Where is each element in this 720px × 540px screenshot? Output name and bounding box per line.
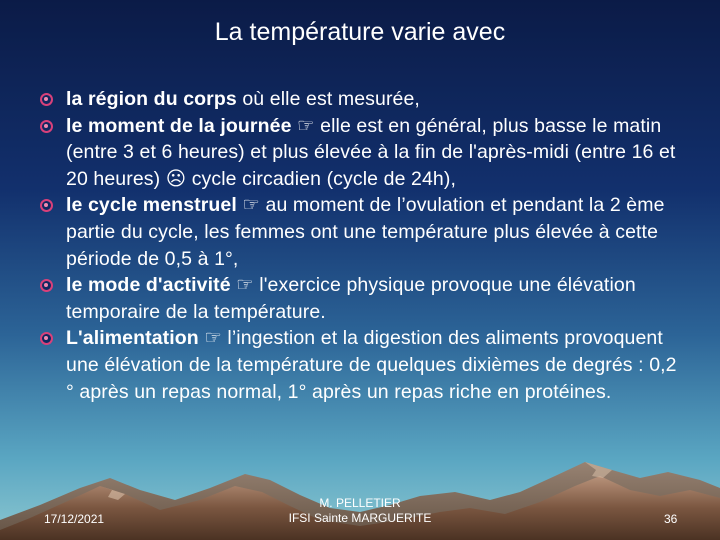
list-item	[36, 325, 686, 405]
bullet-term: L'alimentation	[66, 327, 199, 350]
bullet-spiral-icon	[40, 120, 53, 133]
slide-title: La température varie avec	[214, 18, 506, 46]
footer-date: 17/12/2021	[44, 512, 105, 526]
list-item	[36, 86, 686, 113]
bullet-term: le moment de la journée	[66, 114, 292, 137]
bullet-list	[36, 86, 686, 405]
list-item	[36, 272, 686, 325]
list-item	[36, 113, 686, 193]
bullet-text: ☞ l’ingestion et la digestion des aliments provoquent une élévation de la température de quelques dixièmes de degrés : 0,2 ° après un repas normal, 1° après un repas riche en protéines.	[66, 327, 677, 403]
list-item	[36, 192, 686, 272]
bullet-spiral-icon	[40, 332, 53, 345]
footer-author: M. PELLETIER	[319, 496, 401, 510]
bullet-term: le cycle menstruel	[66, 194, 237, 217]
bullet-spiral-icon	[40, 93, 53, 106]
footer-institution: IFSI Sainte MARGUERITE	[288, 511, 432, 525]
bullet-term: le mode d'activité	[66, 274, 231, 297]
footer-author-block	[0, 496, 720, 526]
page-number: 36	[664, 512, 678, 526]
bullet-spiral-icon	[40, 279, 53, 292]
bullet-term: la région du corps	[66, 88, 237, 110]
bullet-spiral-icon	[40, 199, 53, 212]
bullet-text: ☞ elle est en général, plus basse le matin (entre 3 et 6 heures) et plus élevée à la fin de l'après-midi (entre 16 et 20 heures) ☹ cycle circadien (cycle de 24h),	[66, 114, 676, 190]
bullet-text: ☞ au moment de l’ovulation et pendant la 2 ème partie du cycle, les femmes ont une température plus élevée à cette période de 0,5 à 1°,	[66, 194, 665, 270]
bullet-text: ☞ l'exercice physique provoque une élévation temporaire de la température.	[66, 274, 636, 323]
bullet-text: où elle est mesurée,	[236, 88, 420, 110]
